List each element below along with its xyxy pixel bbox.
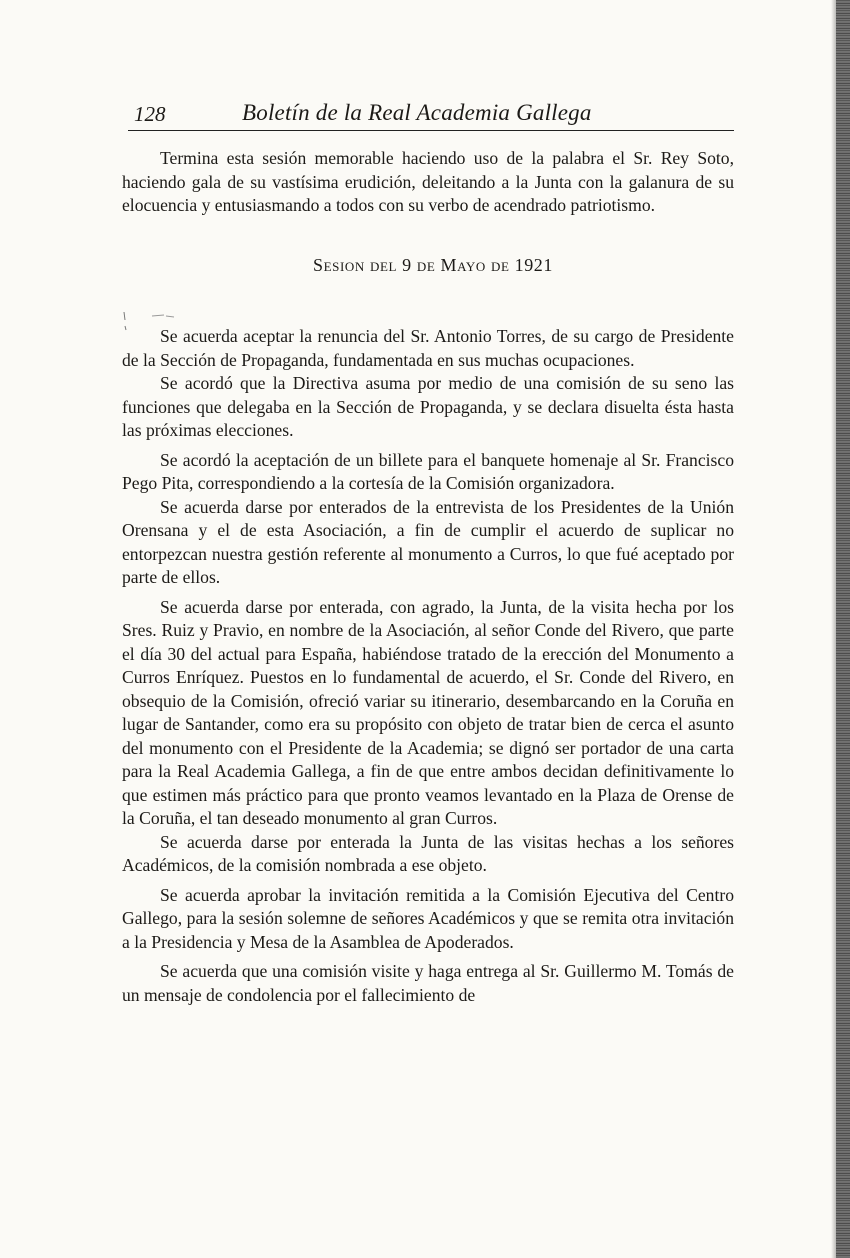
paragraph-invitation: Se acuerda aprobar la invitación remitida a la Comisión Ejecutiva del Centro Gallego, para la sesión solemne de señores Académicos y que se remita otra invitación a la Presidencia y Mesa de la Asamblea de Apoderados. bbox=[122, 884, 734, 952]
paragraph-banquet: Se acordó la aceptación de un billete para el banquete homenaje al Sr. Francisco Pego Pita, correspondiendo a la cortesía de la Comisión organizadora. bbox=[122, 449, 734, 493]
paragraph-resignation: Se acuerda aceptar la renuncia del Sr. Antonio Torres, de su cargo de Presidente de la Sección de Propaganda, fundamentada en sus muchas ocupaciones. bbox=[122, 326, 734, 370]
paragraph-condolence: Se acuerda que una comisión visite y haga entrega al Sr. Guillermo M. Tomás de un mensaje de condolencia por el fallecimiento de bbox=[122, 961, 734, 1005]
paragraph-academic-visits: Se acuerda darse por enterada la Junta de las visitas hechas a los señores Académicos, de la comisión nombrada a ese objeto. bbox=[122, 831, 734, 875]
body-text bbox=[122, 147, 734, 1007]
page-number: 128 bbox=[134, 102, 166, 126]
running-title: Boletín de la Real Academia Gallega bbox=[242, 100, 592, 125]
paragraph-directiva: Se acordó que la Directiva asuma por medio de una comisión de su seno las funciones que delegaba en la Sección de Propaganda, y se declara disuelta ésta hasta las próximas elecciones. bbox=[122, 373, 734, 440]
page-header bbox=[128, 100, 734, 131]
paragraph-closing-remarks: Termina esta sesión memorable haciendo uso de la palabra el Sr. Rey Soto, haciendo gala de su vastísima erudición, deleitando a la Junta con la galanura de su elocuencia y entusiasmando a todos con su verbo de acendrado patriotismo. bbox=[122, 148, 734, 215]
paragraph-visit: Se acuerda darse por enterada, con agrado, la Junta, de la visita hecha por los Sres. Ruiz y Pravio, en nombre de la Asociación, al señor Conde del Rivero, que parte el día 30 del actual para España, habiéndose tratado de la erección del Monumento a Curros Enríquez. Puestos en lo fundamental de acuerdo, el Sr. Conde del Rivero, en obsequio de la Comisión, ofreció variar su itinerario, desembarcando en la Coruña en lugar de Santander, como era su propósito con objeto de tratar bien de cerca el asunto del monumento con el Presidente de la Academia; se dignó ser portador de una carta para la Real Academia Gallega, a fin de que entre ambos decidan definitivamente lo que estimen más práctico para que pronto veamos levantado en la Plaza de Orense de la Coruña, el tan deseado monumento al gran Curros. bbox=[122, 596, 734, 828]
page-edge bbox=[836, 0, 850, 1258]
paragraph-interview: Se acuerda darse por enterados de la entrevista de los Presidentes de la Unión Orensana y el de esta Asociación, a fin de cumplir el acuerdo de suplicar no entorpezcan nuestra gestión referente al monumento a Curros, lo que fué aceptado por parte de ellos. bbox=[122, 496, 734, 587]
section-title: Sesion del 9 de Mayo de 1921 bbox=[313, 254, 553, 275]
